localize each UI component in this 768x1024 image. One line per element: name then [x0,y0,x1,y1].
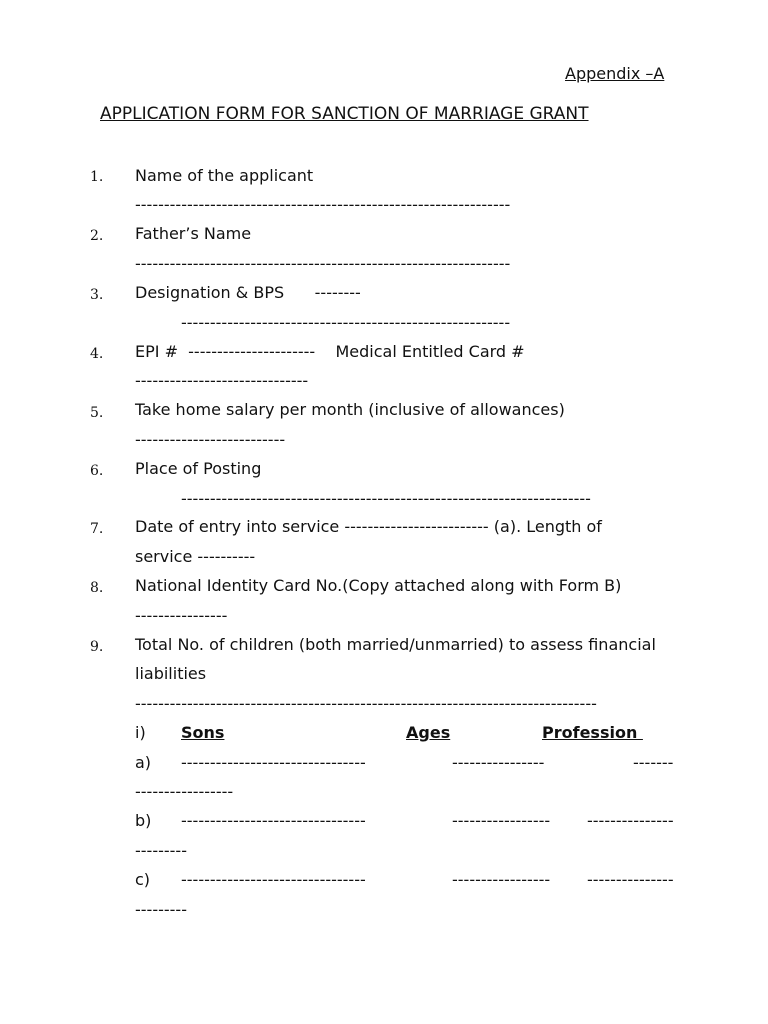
item-number: 6. [90,463,104,479]
item-blank-line: ----------------------------------------------------------------- [135,254,511,273]
item-label: Take home salary per month (inclusive of allowances) [135,400,565,419]
item-blank-line: service ---------- [135,547,256,566]
item-number: 9. [90,639,104,655]
row-age-blank: ---------------- [452,753,545,772]
row-label: c) [135,870,151,889]
item-blank-line: ------------------------------ [135,371,309,390]
item-blank-line: -------------------------------------------------------------------------------- [135,694,597,713]
item-number: 5. [90,405,104,421]
row-continuation-blank: --------- [135,841,187,860]
row-profession-blank: --------------- [587,811,674,830]
item-number: 3. [90,287,104,303]
item-label: Father’s Name [135,224,252,243]
item-blank-line: ----------------------------------------------------------------- [135,195,511,214]
item-number: 7. [90,521,104,537]
form-title: APPLICATION FORM FOR SANCTION OF MARRIAGE GRANT [100,104,589,124]
item-label: National Identity Card No.(Copy attached along with Form B) [135,576,622,595]
row-name-blank: -------------------------------- [181,870,366,889]
item-label: Total No. of children (both married/unmarried) to assess financial [135,635,656,654]
row-name-blank: -------------------------------- [181,753,366,772]
item-number: 8. [90,580,104,596]
row-label: a) [135,753,152,772]
item-blank-line: ----------------------------------------------------------------------- [181,489,591,508]
item-blank-line: ---------------- [135,606,228,625]
item-label: EPI # ---------------------- Medical Entitled Card # [135,342,525,361]
item-continuation: liabilities [135,664,207,683]
row-age-blank: ----------------- [452,811,551,830]
row-continuation-blank: --------- [135,900,187,919]
item-label: Name of the applicant [135,166,314,185]
header-ages: Ages [406,723,451,742]
item-number: 4. [90,346,104,362]
item-number: 1. [90,169,104,185]
row-age-blank: ----------------- [452,870,551,889]
item-number: 2. [90,228,104,244]
item-blank-line: --------------------------------------------------------- [181,313,511,332]
header-sons: Sons [181,723,225,742]
row-profession-blank: ------- [633,753,674,772]
item-label: Place of Posting [135,459,262,478]
item-blank-line: -------------------------- [135,430,286,449]
item-label: Designation & BPS -------- [135,283,361,302]
row-profession-blank: --------------- [587,870,674,889]
row-label: b) [135,811,152,830]
row-name-blank: -------------------------------- [181,811,366,830]
header-profession: Profession [542,723,643,742]
appendix-label: Appendix –A [565,64,665,83]
row-continuation-blank: ----------------- [135,782,234,801]
item-label: Date of entry into service ------------------------- (a). Length of [135,517,602,536]
children-index: i) [135,723,146,742]
